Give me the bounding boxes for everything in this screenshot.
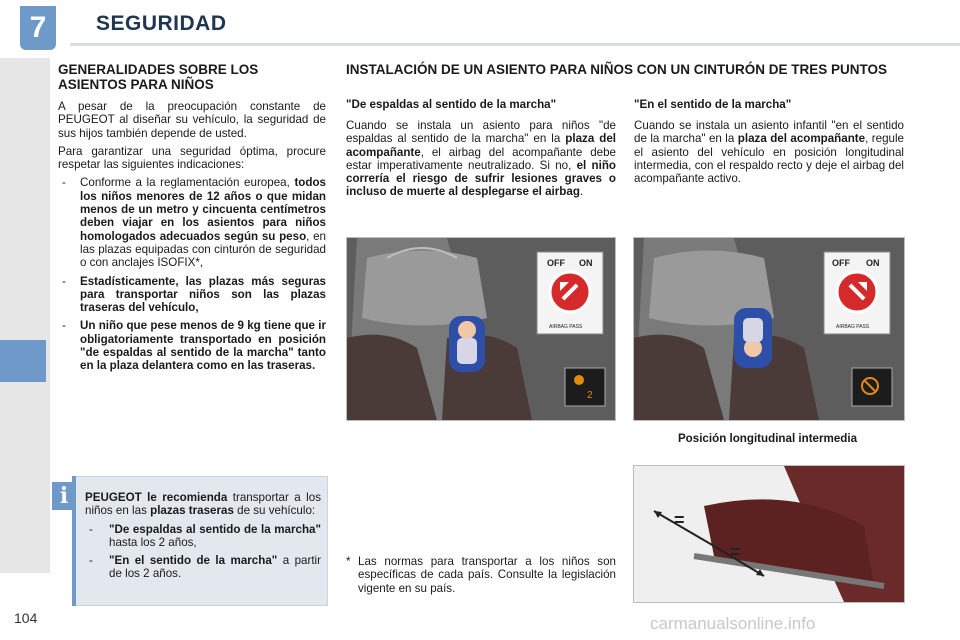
forward-text-2: , regule el asiento del vehículo en posición longitudinal intermedia, con el respaldo recto y deje el airbag del acompañante activo.: [634, 132, 904, 186]
rear-facing-illustration: [346, 237, 616, 421]
svg-text:2: 2: [587, 390, 593, 401]
general-list: [58, 176, 326, 372]
recommendation-lead-text: transportar a los niños en las: [85, 491, 321, 518]
footnote-text: * Las normas para transportar a los niños son específicas de cada país. Consulte la legislación vigente en su país.: [346, 555, 616, 595]
recommendation-lead-bold: PEUGEOT le recomienda: [85, 491, 228, 504]
general-item-2-text: Estadísticamente, las plazas más seguras para transportar niños son las plazas traseras del vehículo,: [80, 274, 326, 315]
recommendation-lead-bold-2: plazas traseras: [150, 504, 234, 518]
install-heading: INSTALACIÓN DE UN ASIENTO PARA NIÑOS CON UN CINTURÓN DE TRES PUNTOS: [346, 62, 888, 77]
off-label: OFF: [547, 258, 565, 268]
forward-text-1: Cuando se instala un asiento infantil "en el sentido de la marcha" en la: [634, 119, 904, 146]
forward-facing-text: [634, 119, 904, 185]
seat-position-illustration: [633, 465, 905, 603]
margin-band: [0, 58, 50, 573]
forward-facing-illustration: [633, 237, 905, 421]
rear-text-3: .: [579, 185, 584, 199]
recommendation-box: [72, 476, 328, 606]
info-icon: i: [52, 482, 76, 510]
rear-bold-1: plaza del acompañante: [346, 132, 617, 159]
general-intro-2: Para garantizar una seguridad óptima, procure respetar las siguientes indicaciones:: [58, 144, 326, 172]
general-item-3-text: Un niño que pese menos de 9 kg tiene que ir obligatoriamente transportado en posición "de espaldas al sentido de la marcha" tanto en la plaza delantera como en las traseras.: [80, 319, 326, 373]
recommendation-item-1: [85, 523, 321, 550]
rear-facing-section: [346, 98, 616, 204]
on-label-2: ON: [866, 258, 880, 268]
general-intro: A pesar de la preocupación constante de PEUGEOT al diseñar su vehículo, la seguridad de sus hijos también depende de usted.: [58, 100, 326, 140]
recommendation-lead: [85, 491, 321, 518]
car-interior-forward-facing: [634, 238, 904, 420]
recommendation-lead-text-2: de su vehículo:: [233, 504, 316, 518]
general-item-3: [58, 319, 326, 372]
general-section: [58, 62, 326, 378]
watermark: carmanualsonline.info: [650, 614, 816, 633]
general-item-1-a: Conforme a la reglamentación europea,: [80, 176, 290, 190]
off-label-2: OFF: [832, 258, 850, 268]
rear-bold-2: el niño correría el riesgo de sufrir lesiones graves o incluso de muerte al desplegarse el airbag: [346, 158, 616, 199]
recommendation-item-1-bold: "De espaldas al sentido de la marcha": [109, 522, 321, 536]
footnote: [346, 555, 616, 600]
airbag-pass-label-2: AIRBAG PASS: [836, 324, 870, 330]
general-item-1-b: todos los niños menores de 12 años o que midan menos de un metro y cincuenta centímetros deben viajar en los asientos para niños homologados adecuados según su peso: [80, 176, 326, 243]
general-item-1-c: , en las plazas equipadas con cinturón de seguridad o con anclajes ISOFIX*,: [80, 229, 327, 270]
rear-facing-text: [346, 119, 616, 199]
install-section: [346, 62, 906, 77]
recommendation-item-1-text: hasta los 2 años,: [109, 535, 197, 549]
rear-facing-subtitle: "De espaldas al sentido de la marcha": [346, 98, 557, 111]
car-interior-rear-facing: [347, 238, 615, 420]
forward-facing-subtitle: "En el sentido de la marcha": [634, 98, 792, 111]
svg-text:=: =: [730, 542, 741, 562]
forward-facing-section: [634, 98, 904, 190]
svg-text:=: =: [674, 510, 685, 530]
recommendation-item-2-bold: "En el sentido de la marcha": [109, 554, 278, 568]
seat-rail-diagram: [634, 466, 904, 602]
general-item-2: [58, 275, 326, 315]
general-heading: GENERALIDADES SOBRE LOS ASIENTOS PARA NIÑOS: [58, 62, 259, 92]
page-title: SEGURIDAD: [96, 12, 227, 35]
title-divider: [70, 43, 960, 46]
rear-text-2: , el airbag del acompañante debe estar imperativamente neutralizado. Si no,: [346, 145, 616, 172]
seat-position-caption: Posición longitudinal intermedia: [677, 432, 858, 445]
recommendation-item-2-text: a partir de los 2 años.: [109, 554, 321, 581]
rear-text-1: Cuando se instala un asiento para niños "de espaldas al sentido de la marcha" en la: [346, 119, 616, 146]
on-label: ON: [579, 258, 593, 268]
forward-bold-1: plaza del acompañante: [737, 132, 866, 146]
chapter-tab-marker: [0, 340, 46, 382]
recommendation-list: [85, 523, 321, 581]
page-number: 104: [14, 610, 38, 626]
recommendation-item-2: [85, 554, 321, 581]
chapter-number: 7: [20, 6, 56, 50]
airbag-pass-label: AIRBAG PASS: [549, 324, 583, 330]
general-item-1: [58, 176, 326, 269]
